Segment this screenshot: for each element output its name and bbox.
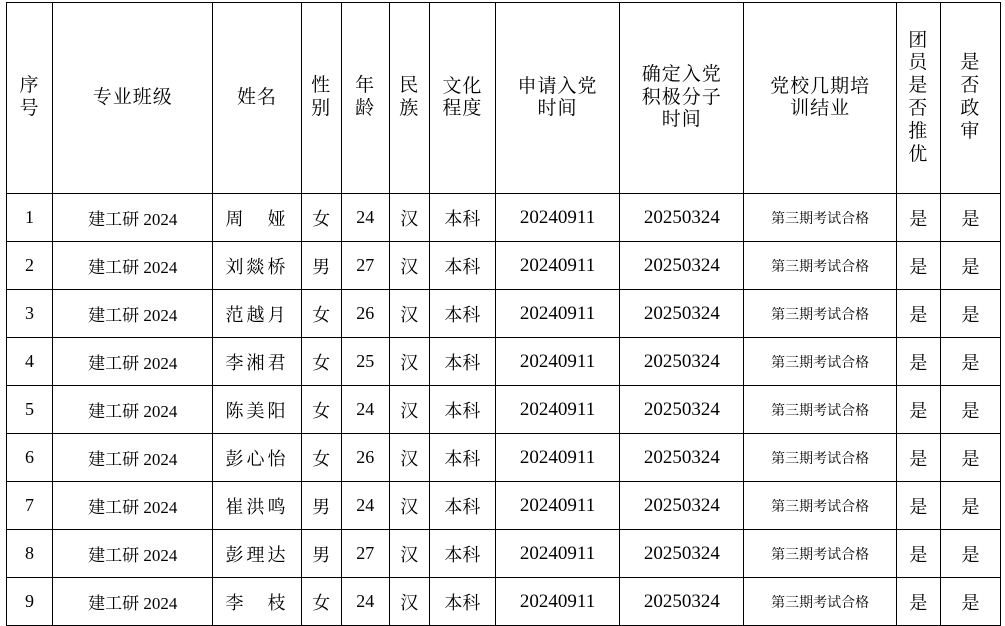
document-page: [0, 2, 1005, 625]
table-row: [7, 290, 1001, 338]
column-header-age-line1: 年: [355, 75, 376, 97]
cell-political-review: 是: [940, 578, 1000, 626]
column-header-apply-date: [495, 3, 619, 194]
cell-age: 25: [341, 338, 389, 386]
cell-sex: 女: [301, 290, 341, 338]
column-header-political-review-line1: 是: [960, 52, 981, 74]
cell-index: 7: [7, 482, 53, 530]
table-row: [7, 482, 1001, 530]
cell-party-school: 第三期考试合格: [744, 482, 896, 530]
cell-league-recommend: 是: [896, 482, 940, 530]
cell-index: 8: [7, 530, 53, 578]
column-header-active-date-line2: 积极分子: [641, 86, 722, 108]
cell-apply-date: 20240911: [495, 482, 619, 530]
column-header-active-date: [620, 3, 744, 194]
cell-apply-date: 20240911: [495, 578, 619, 626]
cell-sex: 女: [301, 578, 341, 626]
table-row: [7, 194, 1001, 242]
cell-index: 6: [7, 434, 53, 482]
column-header-party-school-line2: 训结业: [790, 98, 851, 119]
column-header-name: [213, 3, 301, 194]
table-header-row: [7, 3, 1001, 194]
cell-age: 24: [341, 386, 389, 434]
cell-active-date: 20250324: [620, 194, 744, 242]
cell-name: 周 娅: [213, 194, 301, 242]
cell-nation: 汉: [389, 434, 429, 482]
column-header-index-line1: 序: [19, 75, 40, 97]
column-header-league-recommend-line1: 团: [908, 29, 929, 51]
column-header-political-review-line3: 政: [960, 98, 981, 119]
cell-league-recommend: 是: [896, 578, 940, 626]
column-header-education-line1: 文化: [442, 75, 483, 97]
table-row: [7, 578, 1001, 626]
table-row: [7, 338, 1001, 386]
column-header-education-line2: 程度: [442, 98, 483, 119]
cell-name: 彭心怡: [213, 434, 301, 482]
cell-league-recommend: 是: [896, 242, 940, 290]
cell-name: 彭理达: [213, 530, 301, 578]
cell-index: 4: [7, 338, 53, 386]
column-header-political-review-line2: 否: [960, 75, 981, 97]
cell-nation: 汉: [389, 578, 429, 626]
table-row: [7, 242, 1001, 290]
column-header-league-recommend-line5: 推: [908, 120, 929, 142]
column-header-nation-line2: 族: [399, 98, 420, 119]
cell-education: 本科: [429, 434, 495, 482]
column-header-active-date-line3: 时间: [661, 109, 702, 131]
cell-education: 本科: [429, 530, 495, 578]
cell-political-review: 是: [940, 434, 1000, 482]
cell-index: 3: [7, 290, 53, 338]
column-header-political-review-line4: 审: [960, 120, 981, 142]
cell-name: 陈美阳: [213, 386, 301, 434]
cell-education: 本科: [429, 194, 495, 242]
column-header-league-recommend-line4: 否: [908, 98, 929, 119]
cell-sex: 男: [301, 530, 341, 578]
cell-party-school: 第三期考试合格: [744, 530, 896, 578]
cell-age: 26: [341, 434, 389, 482]
column-header-party-school-line1: 党校几期培: [770, 75, 871, 97]
column-header-sex-line1: 性: [311, 75, 332, 97]
column-header-index-line2: 号: [19, 98, 40, 119]
table-row: [7, 386, 1001, 434]
cell-active-date: 20250324: [620, 482, 744, 530]
cell-age: 27: [341, 242, 389, 290]
cell-apply-date: 20240911: [495, 338, 619, 386]
cell-political-review: 是: [940, 194, 1000, 242]
cell-party-school: 第三期考试合格: [744, 386, 896, 434]
cell-class: 建工研 2024: [53, 290, 213, 338]
cell-league-recommend: 是: [896, 290, 940, 338]
cell-index: 9: [7, 578, 53, 626]
column-header-party-school: [744, 3, 896, 194]
cell-age: 24: [341, 194, 389, 242]
cell-league-recommend: 是: [896, 338, 940, 386]
cell-nation: 汉: [389, 386, 429, 434]
cell-sex: 女: [301, 434, 341, 482]
cell-class: 建工研 2024: [53, 386, 213, 434]
cell-political-review: 是: [940, 290, 1000, 338]
column-header-nation: [389, 3, 429, 194]
cell-party-school: 第三期考试合格: [744, 578, 896, 626]
column-header-sex-line2: 别: [311, 98, 332, 119]
cell-nation: 汉: [389, 482, 429, 530]
column-header-age-line2: 龄: [355, 98, 376, 119]
column-header-league-recommend-line2: 员: [908, 52, 929, 74]
cell-name: 范越月: [213, 290, 301, 338]
cell-class: 建工研 2024: [53, 578, 213, 626]
cell-apply-date: 20240911: [495, 242, 619, 290]
cell-apply-date: 20240911: [495, 434, 619, 482]
cell-education: 本科: [429, 578, 495, 626]
cell-sex: 女: [301, 386, 341, 434]
cell-active-date: 20250324: [620, 290, 744, 338]
cell-political-review: 是: [940, 242, 1000, 290]
cell-active-date: 20250324: [620, 578, 744, 626]
column-header-sex: [301, 3, 341, 194]
cell-age: 24: [341, 482, 389, 530]
cell-class: 建工研 2024: [53, 194, 213, 242]
table-body: [7, 194, 1001, 626]
cell-political-review: 是: [940, 338, 1000, 386]
party-member-roster-table: [6, 2, 1001, 626]
cell-league-recommend: 是: [896, 530, 940, 578]
cell-age: 26: [341, 290, 389, 338]
cell-active-date: 20250324: [620, 242, 744, 290]
cell-party-school: 第三期考试合格: [744, 338, 896, 386]
cell-sex: 男: [301, 242, 341, 290]
cell-league-recommend: 是: [896, 434, 940, 482]
cell-class: 建工研 2024: [53, 434, 213, 482]
cell-nation: 汉: [389, 194, 429, 242]
cell-active-date: 20250324: [620, 338, 744, 386]
cell-party-school: 第三期考试合格: [744, 434, 896, 482]
cell-sex: 女: [301, 194, 341, 242]
cell-class: 建工研 2024: [53, 338, 213, 386]
cell-league-recommend: 是: [896, 386, 940, 434]
column-header-class: [53, 3, 213, 194]
cell-class: 建工研 2024: [53, 242, 213, 290]
column-header-league-recommend-line3: 是: [908, 75, 929, 97]
cell-class: 建工研 2024: [53, 482, 213, 530]
table-row: [7, 530, 1001, 578]
cell-index: 5: [7, 386, 53, 434]
cell-apply-date: 20240911: [495, 386, 619, 434]
column-header-index: [7, 3, 53, 194]
column-header-name-label: 姓名: [236, 86, 277, 108]
cell-age: 24: [341, 578, 389, 626]
cell-apply-date: 20240911: [495, 530, 619, 578]
cell-active-date: 20250324: [620, 434, 744, 482]
column-header-apply-date-line2: 时间: [537, 98, 578, 119]
cell-active-date: 20250324: [620, 386, 744, 434]
cell-education: 本科: [429, 290, 495, 338]
cell-class: 建工研 2024: [53, 530, 213, 578]
column-header-education: [429, 3, 495, 194]
column-header-political-review: [940, 3, 1000, 194]
cell-age: 27: [341, 530, 389, 578]
cell-index: 1: [7, 194, 53, 242]
cell-party-school: 第三期考试合格: [744, 194, 896, 242]
cell-sex: 男: [301, 482, 341, 530]
column-header-class-label: 专业班级: [92, 86, 173, 108]
cell-active-date: 20250324: [620, 530, 744, 578]
cell-political-review: 是: [940, 482, 1000, 530]
cell-education: 本科: [429, 386, 495, 434]
cell-name: 崔洪鸣: [213, 482, 301, 530]
cell-index: 2: [7, 242, 53, 290]
cell-nation: 汉: [389, 242, 429, 290]
cell-nation: 汉: [389, 530, 429, 578]
column-header-active-date-line1: 确定入党: [641, 64, 722, 86]
cell-apply-date: 20240911: [495, 290, 619, 338]
column-header-league-recommend-line6: 优: [908, 143, 929, 165]
cell-education: 本科: [429, 338, 495, 386]
cell-party-school: 第三期考试合格: [744, 242, 896, 290]
table-row: [7, 434, 1001, 482]
column-header-nation-line1: 民: [399, 75, 420, 97]
cell-name: 李湘君: [213, 338, 301, 386]
column-header-league-recommend: [896, 3, 940, 194]
cell-name: 李 枝: [213, 578, 301, 626]
cell-political-review: 是: [940, 530, 1000, 578]
cell-education: 本科: [429, 482, 495, 530]
cell-education: 本科: [429, 242, 495, 290]
cell-political-review: 是: [940, 386, 1000, 434]
cell-party-school: 第三期考试合格: [744, 290, 896, 338]
cell-sex: 女: [301, 338, 341, 386]
column-header-apply-date-line1: 申请入党: [517, 75, 598, 97]
cell-name: 刘燚桥: [213, 242, 301, 290]
cell-nation: 汉: [389, 338, 429, 386]
cell-nation: 汉: [389, 290, 429, 338]
cell-apply-date: 20240911: [495, 194, 619, 242]
column-header-age: [341, 3, 389, 194]
cell-league-recommend: 是: [896, 194, 940, 242]
